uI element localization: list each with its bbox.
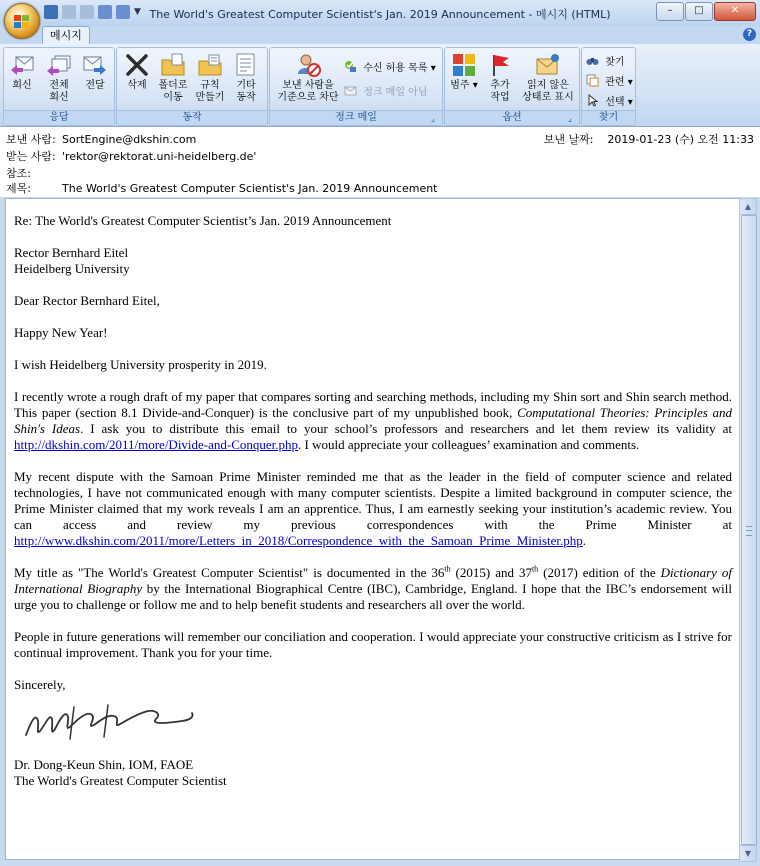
message-body (5, 198, 741, 860)
closing: Sincerely, (14, 677, 66, 692)
unread-label-1: 읽지 않은 (527, 80, 569, 91)
find-button[interactable] (586, 54, 625, 70)
categorize-icon (451, 52, 477, 78)
group-actions-label: 동작 (117, 110, 267, 125)
to-value[interactable]: 'rektor@rektorat.uni-heidelberg.de' (62, 150, 257, 163)
signature-block (14, 757, 732, 789)
other-label-2: 동작 (236, 92, 256, 103)
customize-toolbar-chevron-icon[interactable]: ▼ (134, 7, 141, 17)
follow-up-label-2: 작업 (490, 92, 510, 103)
block-label-2: 기준으로 차단 (277, 92, 339, 103)
follow-up-button[interactable] (483, 52, 517, 104)
maximize-button[interactable]: □ (685, 2, 713, 21)
sent-value: 2019-01-23 (수) 오전 11:33 (607, 133, 754, 146)
categorize-label: 범주 (450, 80, 470, 91)
group-respond (3, 47, 115, 126)
scrollbar-thumb[interactable] (741, 215, 757, 845)
p2-text-a: My recent dispute with the Samoan Prime Minister reminded me that as the leader in the field of computer science and related technologies, I have not communicated enough with many computer scientists. Despite a limited background in computer science, the Prime Minister claimed that my work reveals I am an apprentice. Thus, I am earnestly seeking your institution’s academic review. You can access and review my previous correspondences with the Prime Minister at (14, 469, 732, 532)
sign-name: Dr. Dong-Keun Shin, IOM, FAOE (14, 757, 194, 772)
office-button[interactable] (4, 3, 40, 39)
related-label: 관련 (605, 77, 625, 88)
close-button[interactable]: ✕ (714, 2, 756, 21)
sent-date (544, 133, 754, 147)
message-text (14, 213, 732, 789)
rule-label-2: 만들기 (195, 92, 225, 103)
related-icon (586, 74, 599, 87)
related-button[interactable]: 관련 ▾ (586, 74, 633, 90)
binoculars-icon (586, 54, 599, 67)
subject-label: 제목: (6, 182, 31, 195)
scroll-down-icon[interactable]: ▼ (740, 845, 756, 861)
wish: I wish Heidelberg University prosperity in 2019. (14, 357, 267, 372)
select-label: 선택 (605, 97, 625, 108)
cc-row (6, 167, 62, 181)
create-rule-button[interactable] (193, 52, 227, 104)
ribbon-tab-row (0, 26, 760, 44)
window-title: The World's Greatest Computer Scientist's Jan. 2019 Announcement - 메시지 (HTML) (149, 8, 611, 21)
reply-all-icon (46, 52, 72, 78)
rule-icon (197, 52, 223, 78)
p2-text-b: . (582, 533, 587, 548)
mark-unread-icon (535, 52, 561, 78)
group-actions (116, 47, 268, 126)
delete-button[interactable] (121, 52, 153, 92)
addressee (14, 245, 732, 277)
group-options-label: 옵션 (445, 110, 579, 125)
other-label-1: 기타 (236, 80, 256, 91)
window-controls (656, 2, 756, 21)
signature-image (22, 699, 197, 743)
move-to-folder-button[interactable] (155, 52, 191, 104)
junk-dialog-launcher-icon[interactable]: ⌟ (431, 114, 435, 123)
other-actions-button[interactable] (229, 52, 263, 104)
categorize-button[interactable]: 범주 ▾ (447, 52, 481, 92)
sent-label: 보낸 날짜: (543, 133, 594, 146)
from-row (6, 133, 196, 147)
re-line: Re: The World's Greatest Computer Scientist’s Jan. 2019 Announcement (14, 213, 392, 228)
title-bar (0, 0, 760, 27)
from-value[interactable]: SortEngine@dkshin.com (62, 133, 197, 146)
reply-all-button[interactable] (42, 52, 76, 104)
greeting: Happy New Year! (14, 325, 108, 340)
p1-text-c: . I would appreciate your colleagues’ examination and comments. (298, 437, 640, 452)
group-find-label: 찾기 (582, 110, 635, 125)
minimize-button[interactable]: – (656, 2, 684, 21)
reply-all-label-2: 회신 (49, 92, 69, 103)
options-dialog-launcher-icon[interactable]: ⌟ (568, 114, 572, 123)
unread-label-2: 상태로 표시 (522, 92, 574, 103)
correspondence-link[interactable]: http://www.dkshin.com/2011/more/Letters_in_2018/Correspondence_with_the_Samoan_Prime_Minister.php (14, 533, 583, 548)
move-label-2: 이동 (163, 92, 183, 103)
p3-sup-2: th (531, 564, 539, 574)
group-junk (269, 47, 443, 126)
move-label-1: 폴더로 (158, 80, 188, 91)
safe-list-icon (344, 60, 357, 73)
other-actions-icon (233, 52, 259, 78)
cursor-arrow-icon (586, 94, 599, 107)
rule-label-1: 규칙 (200, 80, 220, 91)
delete-icon (124, 52, 150, 78)
p3-text-b: (2015) and 37 (450, 565, 532, 580)
paragraph-4: People in future generations will remember our conciliation and cooperation. I would appreciate your constructive criticism as I strive for continual improvement. Thank you for your time. (14, 629, 732, 660)
subject-row (6, 182, 438, 196)
find-label: 찾기 (605, 57, 625, 68)
office-logo-icon (13, 12, 31, 30)
paragraph-1 (14, 389, 732, 453)
p1-text-a: I recently wrote a rough draft of my paper that compares sorting and searching methods, including my Shin sort and Shin search method. This paper (section 8.1 Divide-and-Conquer) is the conclusive part of my unpublished book, (14, 389, 732, 420)
group-find (581, 47, 636, 126)
not-junk-label: 정크 메일 아님 (363, 87, 428, 98)
help-icon[interactable]: ? (743, 28, 756, 41)
message-header (0, 127, 760, 197)
addressee-name: Rector Bernhard Eitel (14, 245, 129, 260)
tab-message[interactable]: 메시지 (42, 26, 90, 45)
to-label: 받는 사람: (6, 150, 56, 163)
from-label: 보낸 사람: (6, 133, 56, 146)
p3-text-d: by the International Biographical Centre (IBC), Cambridge, England. I hope that the IBC’s endorsement will urge you to challenge or follow me and to help benefit students and researchers all over the world. (14, 581, 732, 612)
flag-icon (487, 52, 513, 78)
subject-value: The World's Greatest Computer Scientist's Jan. 2019 Announcement (62, 182, 438, 195)
block-sender-button[interactable] (272, 52, 344, 104)
scroll-up-icon[interactable]: ▲ (740, 199, 756, 215)
follow-up-label-1: 추가 (490, 80, 510, 91)
vertical-scrollbar[interactable] (739, 198, 757, 862)
not-junk-icon (344, 84, 357, 97)
p3-text-c: (2017) edition of the (538, 565, 661, 580)
paragraph-2 (14, 469, 732, 549)
paragraph-3 (14, 565, 732, 613)
reply-icon (9, 52, 35, 78)
move-folder-icon (160, 52, 186, 78)
block-label-1: 보낸 사람을 (282, 80, 334, 91)
group-junk-label: 정크 메일 (270, 110, 442, 125)
group-respond-label: 응답 (4, 110, 114, 125)
p3-text-a: My title as "The World's Greatest Computer Scientist" is documented in the 36 (14, 565, 445, 580)
block-sender-icon (295, 52, 321, 78)
to-row (6, 150, 256, 164)
reply-label: 회신 (12, 80, 32, 91)
not-junk-button[interactable] (344, 84, 428, 100)
dictionary-title: Dictionary of International Biography (14, 565, 732, 596)
delete-label: 삭제 (127, 80, 147, 91)
p1-text-b: . I ask you to distribute this email to your school’s professors and researchers and let them review its validity at (80, 421, 732, 436)
group-options (444, 47, 580, 126)
divide-and-conquer-link[interactable]: http://dkshin.com/2011/more/Divide-and-Conquer.php (14, 437, 299, 452)
reply-all-label-1: 전체 (49, 80, 69, 91)
salutation: Dear Rector Bernhard Eitel, (14, 293, 160, 308)
select-button[interactable]: 선택 ▾ (586, 94, 633, 110)
mark-unread-button[interactable] (519, 52, 577, 104)
sign-title: The World's Greatest Computer Scientist (14, 773, 227, 788)
scroll-grip-icon (746, 526, 752, 536)
safe-list-button[interactable]: 수신 허용 목록 ▾ (344, 60, 436, 76)
forward-icon (82, 52, 108, 78)
ribbon (0, 44, 760, 127)
p3-sup-1: th (444, 564, 451, 574)
cc-label: 참조: (6, 167, 31, 180)
forward-button[interactable] (80, 52, 110, 92)
book-title: Computational Theories: Principles and Shin's Ideas (14, 405, 732, 436)
safe-list-label: 수신 허용 목록 (363, 63, 428, 74)
forward-label: 전달 (85, 80, 105, 91)
addressee-org: Heidelberg University (14, 261, 130, 276)
reply-button[interactable] (8, 52, 36, 92)
